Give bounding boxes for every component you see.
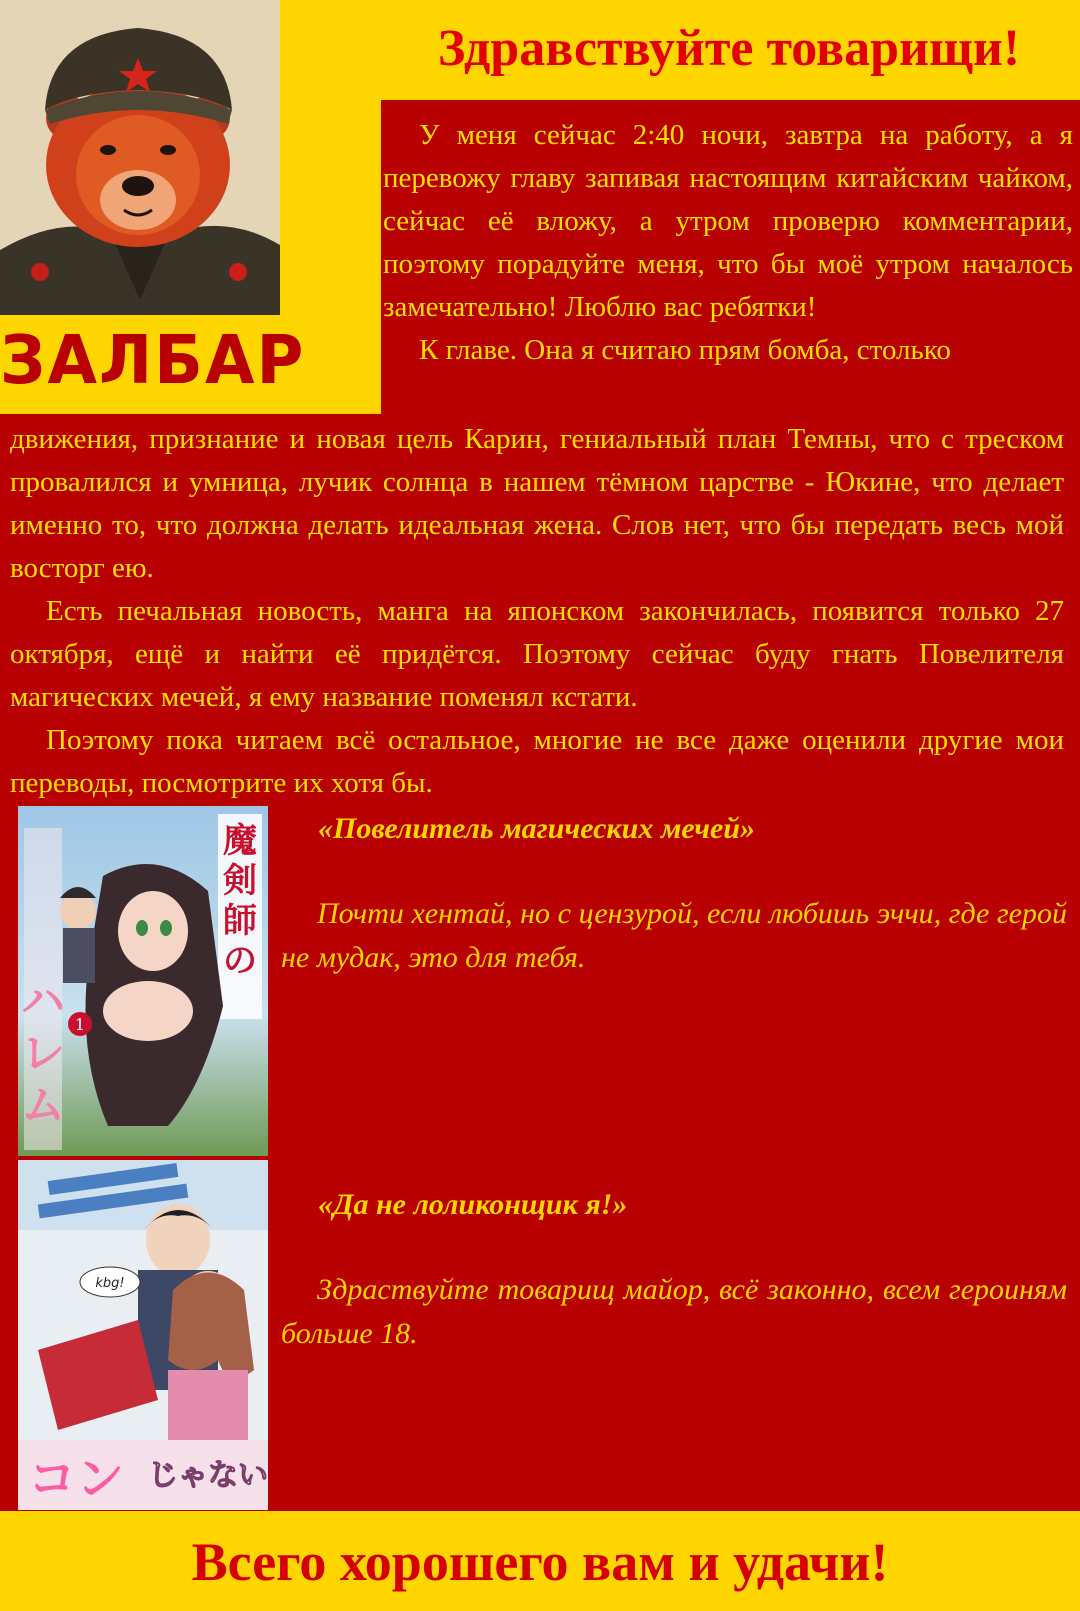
svg-text:レ: レ — [21, 1028, 65, 1079]
intro-section — [383, 114, 1073, 372]
logo-wordmark: ЗАЛБАР — [0, 322, 306, 400]
svg-text:魔: 魔 — [223, 821, 257, 861]
svg-text:ハ: ハ — [21, 976, 65, 1027]
recommendation-description: Почти хентай, но с цензурой, если любишь эччи, где герой не мудак, это для тебя. — [281, 897, 1067, 974]
bear-portrait-icon — [0, 0, 280, 315]
manga-cover-image[interactable] — [18, 806, 268, 1156]
page-title: Здравствуйте товарищи! — [437, 20, 1021, 77]
svg-text:じゃない: じゃない — [148, 1458, 268, 1493]
body-section — [10, 418, 1064, 805]
svg-text:ム: ム — [21, 1080, 65, 1131]
svg-text:の: の — [223, 941, 257, 981]
manga-cover-image[interactable] — [18, 1160, 268, 1510]
farewell-title: Всего хорошего вам и удачи! — [191, 1532, 889, 1592]
svg-text:師: 師 — [223, 901, 257, 941]
chapter-paragraph-start: К главе. Она я считаю прям бомба, столько — [419, 334, 951, 366]
cover-bubble-text: kbg! — [95, 1276, 125, 1291]
recommendation-description: Здраствуйте товарищ майор, всё законно, всем героиням больше 18. — [281, 1273, 1067, 1350]
svg-text:1: 1 — [74, 1015, 86, 1034]
reading-paragraph: Поэтому пока читаем всё остальное, многие не все даже оценили другие мои переводы, посмотрите их хотя бы. — [10, 724, 1064, 799]
recommendation-title: «Повелитель магических мечей» — [318, 812, 756, 845]
svg-text:剣: 剣 — [223, 861, 257, 901]
svg-text:コン: コン — [28, 1451, 125, 1507]
news-paragraph: Есть печальная новость, манга на японском закончилась, появится только 27 октября, ещё и найти её придётся. Поэтому сейчас буду гнать Повелителя магических мечей, я ему название поменял кстати. — [10, 595, 1064, 713]
recommendation-title: «Да не лоликонщик я!» — [318, 1188, 628, 1221]
chapter-paragraph-rest: движения, признание и новая цель Карин, гениальный план Темны, что с треском провалился и умница, лучик солнца в нашем тёмном царстве - Юкине, что делает именно то, что должна делать идеальная жена. Слов нет, что бы передать весь мой восторг ею. — [10, 423, 1064, 584]
intro-paragraph: У меня сейчас 2:40 ночи, завтра на работу, а я перевожу главу запивая настоящим китайским чайком, сейчас её вложу, а утром проверю комментарии, поэтому порадуйте меня, что бы моё утром началось замечательно! Люблю вас ребятки! — [383, 119, 1073, 323]
